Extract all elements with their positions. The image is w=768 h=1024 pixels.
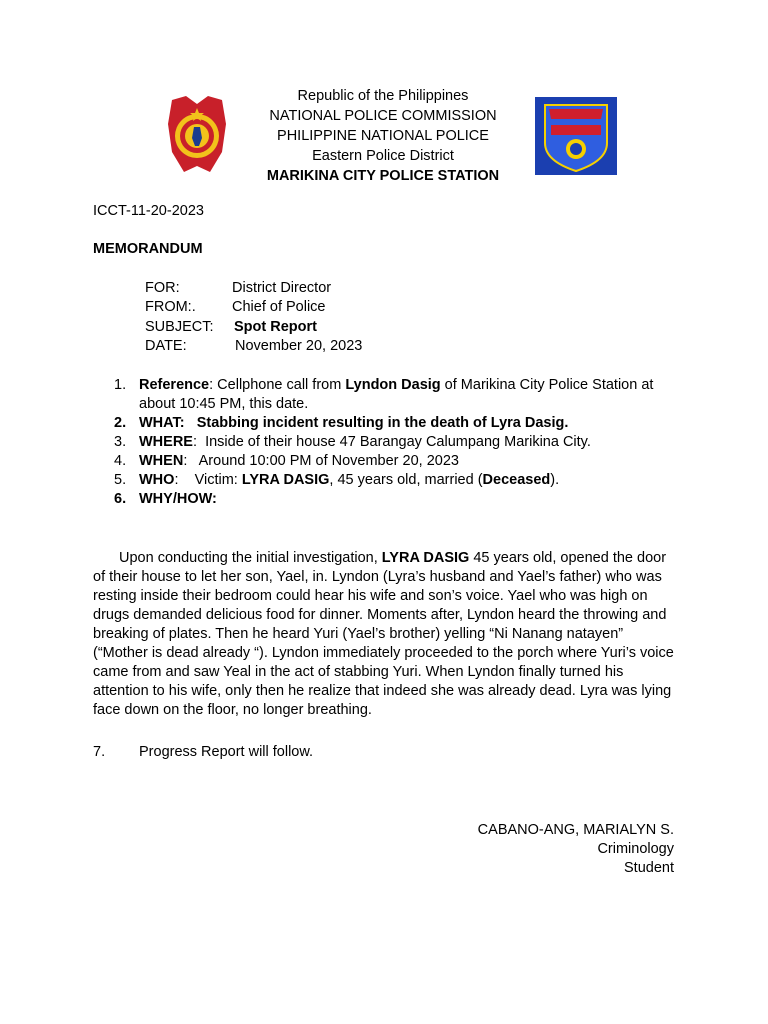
memo-title: MEMORANDUM bbox=[93, 241, 203, 257]
meta-value: November 20, 2023 bbox=[235, 337, 363, 354]
item-text-part: : Victim: bbox=[174, 472, 242, 488]
header-station: MARIKINA CITY POLICE STATION bbox=[266, 168, 500, 184]
meta-value: District Director bbox=[232, 280, 332, 296]
item-number: 4. bbox=[114, 453, 127, 469]
list-item bbox=[114, 471, 684, 490]
header-line-district: Eastern Police District bbox=[312, 148, 454, 164]
item-label: WHAT: bbox=[139, 415, 185, 431]
meta-value: Spot Report bbox=[234, 318, 317, 335]
narrative-text: Upon conducting the initial investigation, bbox=[119, 550, 382, 566]
item-text-part: : Cellphone call from bbox=[209, 377, 346, 393]
item-number: 7. bbox=[93, 744, 106, 760]
item-text-part: ). bbox=[550, 472, 560, 488]
item-text-part: of Marikina City Police Station at about 10:45 PM, this date. bbox=[139, 377, 654, 412]
header-line-republic: Republic of the Philippines bbox=[297, 88, 469, 104]
narrative-text: 45 years old, opened the door of their house to let her son, Yael, in. Lyndon (Lyra’s husband and Yael’s father) who was resting inside their bedroom could hear his wife and son’s voice. Yael who was high on drugs demanded delicious food for dinner. Moments after, Lyndon heard the throwing and breaking of plates. Then he heard Yuri (Yael’s brother) yelling “Ni Nanang natayen” (“Mother is dead already “). Lyndon immediately proceeded to the porch where Yuri’s voice came from and saw Yeal in the act of stabbing Yuri. When Lyndon finally turned his attention to his wife, only then he realize that indeed she was already dead. Lyra was lying face down on the floor, no longer breathing. bbox=[93, 550, 674, 718]
memo-meta bbox=[145, 279, 362, 356]
header-line-pnp: PHILIPPINE NATIONAL POLICE bbox=[277, 128, 489, 144]
signatory-name: CABANO-ANG, MARIALYN S. bbox=[477, 822, 674, 838]
item-text-part: : Around 10:00 PM of November 20, 2023 bbox=[183, 453, 459, 469]
signatory-title: Student bbox=[624, 860, 674, 876]
meta-row-date bbox=[145, 337, 362, 356]
item-number: 3. bbox=[114, 434, 127, 450]
item-text-part: : Inside of their house 47 Barangay Calumpang Marikina City. bbox=[192, 434, 591, 450]
meta-label: FROM:. bbox=[145, 299, 196, 316]
narrative-victim-name: LYRA DASIG bbox=[381, 550, 470, 566]
item-label: Reference bbox=[139, 377, 210, 393]
item-text bbox=[139, 414, 684, 433]
report-items bbox=[114, 376, 684, 509]
progress-text: Progress Report will follow. bbox=[139, 744, 314, 760]
list-item bbox=[114, 452, 684, 471]
item-label: WHO bbox=[139, 472, 175, 488]
item-text-part: Stabbing incident resulting in the death of Lyra Dasig. bbox=[184, 415, 569, 431]
item-label: WHEN bbox=[139, 453, 184, 469]
meta-row-from bbox=[145, 298, 362, 317]
reference-code: ICCT-11-20-2023 bbox=[93, 203, 204, 219]
meta-value: Chief of Police bbox=[232, 299, 326, 316]
signatory-title: Criminology bbox=[597, 841, 674, 857]
progress-note bbox=[93, 743, 313, 762]
item-text bbox=[139, 376, 684, 414]
meta-label: SUBJECT: bbox=[145, 318, 214, 335]
item-text bbox=[139, 471, 684, 490]
item-label: WHERE bbox=[139, 434, 193, 450]
list-item bbox=[114, 414, 684, 433]
item-text bbox=[139, 433, 684, 452]
meta-row-subject bbox=[145, 318, 362, 337]
list-item bbox=[114, 490, 684, 509]
victim-status: Deceased bbox=[482, 472, 551, 488]
list-item bbox=[114, 376, 684, 414]
header-line-napolcom: NATIONAL POLICE COMMISSION bbox=[269, 108, 497, 124]
item-number: 6. bbox=[114, 491, 127, 507]
meta-row-for bbox=[145, 279, 362, 298]
letterhead bbox=[200, 86, 566, 186]
item-number: 2. bbox=[114, 415, 127, 431]
victim-name: LYRA DASIG bbox=[241, 472, 330, 488]
caller-name: Lyndon Dasig bbox=[345, 377, 441, 393]
meta-label: DATE: bbox=[145, 337, 187, 354]
narrative-paragraph bbox=[93, 549, 677, 720]
item-number: 5. bbox=[114, 472, 127, 488]
meta-label: FOR: bbox=[145, 280, 180, 296]
item-text bbox=[139, 452, 684, 471]
item-label: WHY/HOW: bbox=[139, 491, 217, 507]
list-item bbox=[114, 433, 684, 452]
item-number: 1. bbox=[114, 377, 127, 393]
item-text-part: , 45 years old, married ( bbox=[329, 472, 483, 488]
